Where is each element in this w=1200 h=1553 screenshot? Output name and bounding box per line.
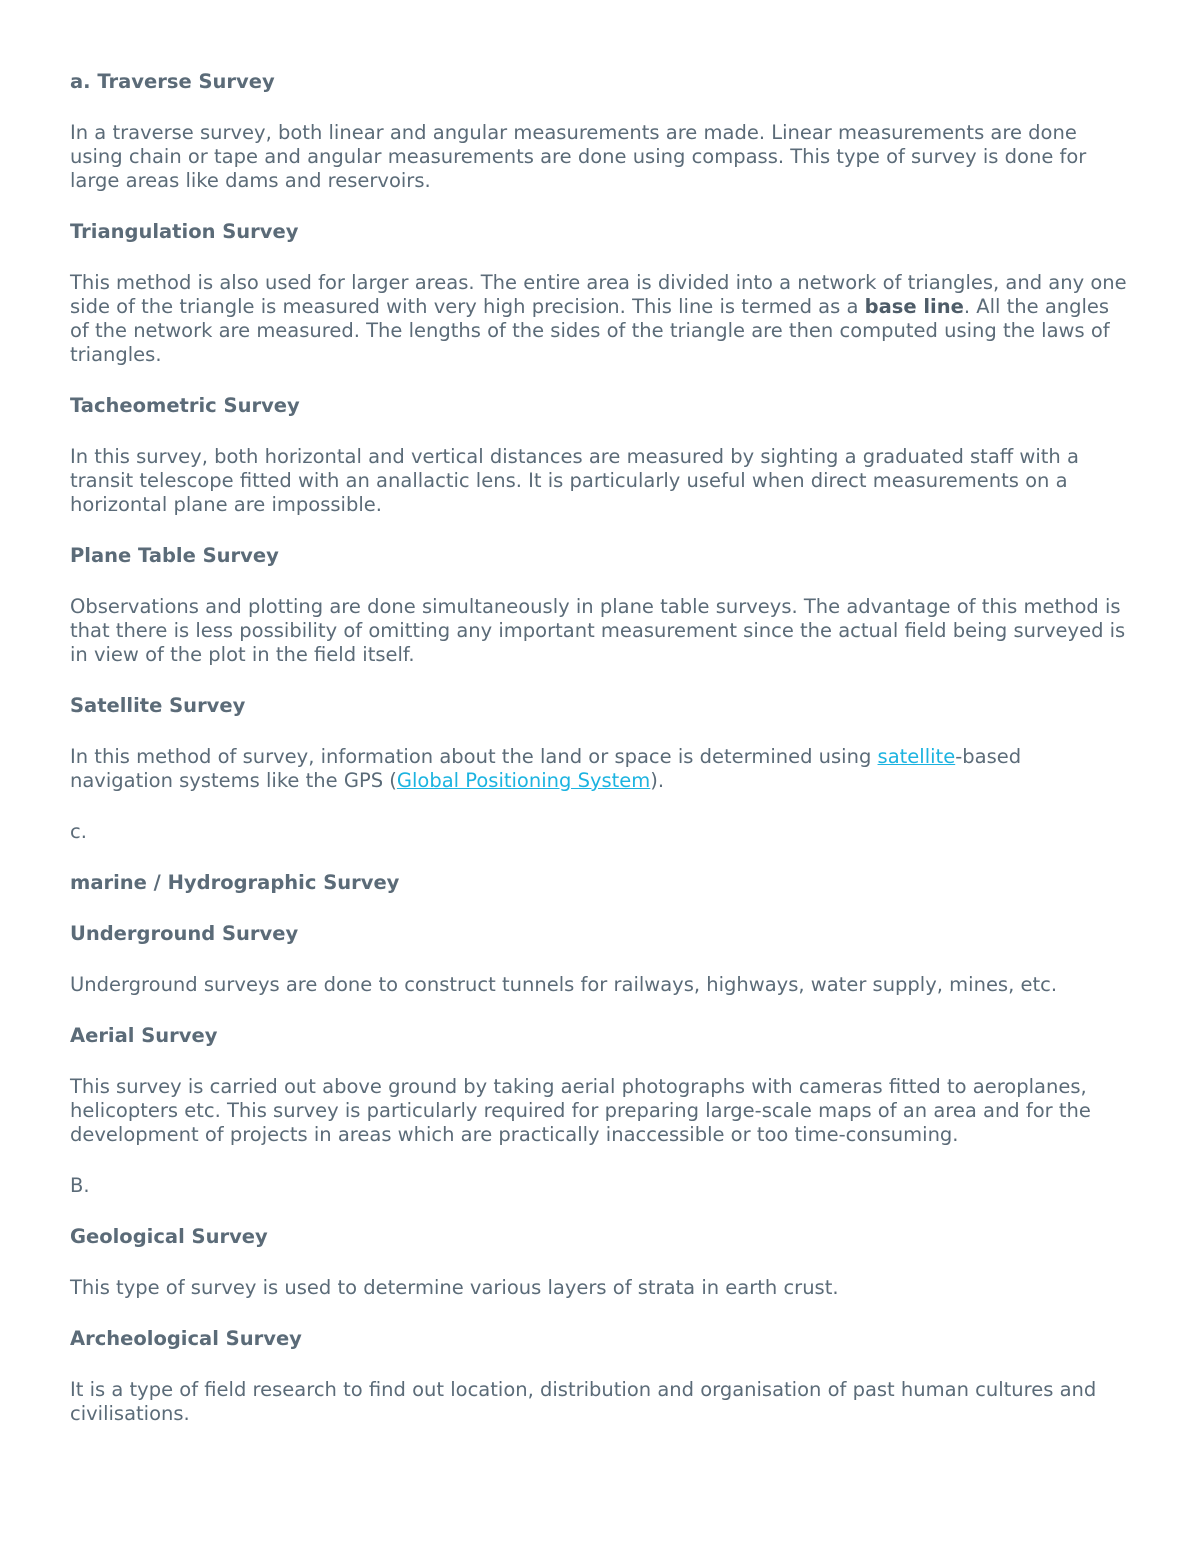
paragraph-tacheometric-survey: In this survey, both horizontal and vertical distances are measured by sighting a graduated staff with a transit telescope fitted with an anallactic lens. It is particularly useful when direct measurements on a horizontal plane are impossible. [70,445,1079,516]
heading-geological-survey: Geological Survey [70,1225,268,1248]
heading-underground-survey: Underground Survey [70,922,299,945]
heading-satellite-survey: Satellite Survey [70,694,246,717]
paragraph-triangulation-survey [70,271,1130,367]
heading-marine-hydrographic-survey: marine / Hydrographic Survey [70,871,400,894]
paragraph-aerial-survey: This survey is carried out above ground by taking aerial photographs with cameras fitted to aeroplanes, helicopters etc. This survey is particularly required for preparing large-scale maps of an area and for the development of projects in areas which are practically inaccessible or too time-consuming. [70,1075,1091,1146]
heading-plane-table-survey: Plane Table Survey [70,544,279,567]
satellite-text-middle: -based navigation systems like the GPS ( [70,745,1022,792]
list-marker-c: c. [70,820,87,843]
base-line-term: base line [864,295,964,318]
satellite-text-start: In this method of survey, information about the land or space is determined using [70,745,878,768]
paragraph-plane-table-survey: Observations and plotting are done simultaneously in plane table surveys. The advantage of this method is that there is less possibility of omitting any important measurement since the actual field being surveyed is in view of the plot in the field itself. [70,595,1126,666]
heading-triangulation-survey: Triangulation Survey [70,220,299,243]
heading-aerial-survey: Aerial Survey [70,1024,218,1047]
heading-traverse-survey: a. Traverse Survey [70,70,275,93]
heading-tacheometric-survey: Tacheometric Survey [70,394,300,417]
paragraph-traverse-survey: In a traverse survey, both linear and angular measurements are made. Linear measurements are done using chain or tape and angular measurements are done using compass. This type of survey is done for large areas like dams and reservoirs. [70,121,1087,192]
satellite-text-end: ). [650,769,665,792]
global-positioning-system-link[interactable]: Global Positioning System [396,769,651,792]
paragraph-underground-survey: Underground surveys are done to construct tunnels for railways, highways, water supply, mines, etc. [70,973,1058,996]
triangulation-text-start: This method is also used for larger areas. The entire area is divided into a network of triangles, and any one side of the triangle is measured with very high precision. This line is termed as a [70,271,1127,318]
list-marker-b: B. [70,1174,90,1197]
heading-archeological-survey: Archeological Survey [70,1327,302,1350]
document-body [70,70,1130,1426]
paragraph-satellite-survey [70,745,1130,793]
paragraph-archeological-survey: It is a type of field research to find out location, distribution and organisation of past human cultures and civilisations. [70,1378,1097,1425]
triangulation-text-end: . All the angles of the network are measured. The lengths of the sides of the triangle are then computed using the laws of triangles. [70,295,1110,366]
paragraph-geological-survey: This type of survey is used to determine various layers of strata in earth crust. [70,1276,839,1299]
satellite-link[interactable]: satellite [877,745,956,768]
